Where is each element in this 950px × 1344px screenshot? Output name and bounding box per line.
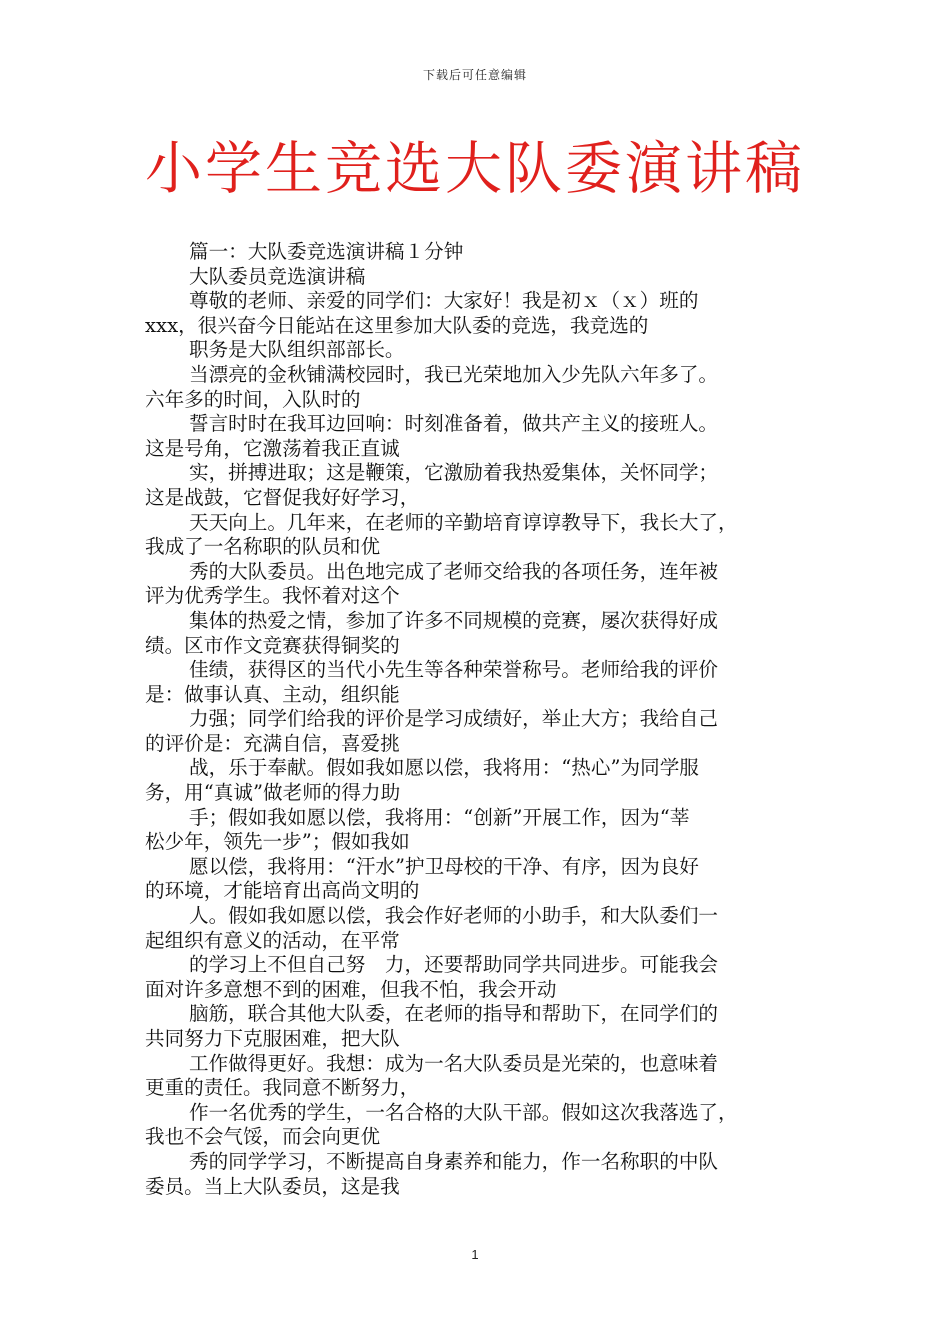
text-line: 篇一：大队委竞选演讲稿１分钟 (189, 240, 464, 263)
header-note: 下载后可任意编辑 (422, 68, 527, 82)
text-line: 愿以偿，我将用：“汗水”护卫母校的干净、有序，因为良好 (189, 854, 699, 878)
text-line: 脑筋，联合其他大队委，在老师的指导和帮助下，在同学们的 (189, 1002, 719, 1026)
text-line: 我成了一名称职的队员和优 (145, 535, 381, 559)
text-line: 秀的同学学习，不断提高自身素养和能力，作一名称职的中队 (189, 1149, 719, 1173)
text-line: 起组织有意义的活动，在平常 (145, 928, 400, 952)
text-line: xxx，很兴奋今日能站在这里参加大队委的竞选，我竞选的 (145, 313, 649, 337)
text-line: 共同努力下克服困难，把大队 (145, 1027, 400, 1050)
text-line: 委员。当上大队委员，这是我 (145, 1174, 400, 1198)
text-line: 评为优秀学生。我怀着对这个 (145, 584, 400, 608)
text-line: 务，用“真诚”做老师的得力助 (145, 781, 401, 805)
text-line: 工作做得更好。我想：成为一名大队委员是光荣的，也意味着 (189, 1051, 719, 1075)
text-line: 这是战鼓，它督促我好好学习， (145, 485, 420, 509)
document-body (145, 240, 805, 1199)
text-line: 天天向上。几年来，在老师的辛勤培育谆谆教导下，我长大了， (189, 510, 738, 534)
text-line: 人。假如我如愿以偿，我会作好老师的小助手，和大队委们一 (189, 904, 719, 928)
text-line: 实，拼搏进取；这是鞭策，它激励着我热爱集体，关怀同学； (189, 461, 719, 485)
text-line: 当漂亮的金秋铺满校园时，我已光荣地加入少先队六年多了。 (189, 362, 719, 386)
page-number: 1 (471, 1247, 479, 1262)
text-line: 我也不会气馁，而会向更优 (145, 1125, 381, 1149)
text-line: 是：做事认真、主动，组织能 (145, 682, 400, 706)
text-line: 职务是大队组织部部长。 (189, 338, 405, 362)
text-line: 誓言时时在我耳边回响：时刻准备着，做共产主义的接班人。 (189, 412, 719, 436)
text-line: 大队委员竞选演讲稿 (189, 264, 366, 288)
text-line: 秀的大队委员。出色地完成了老师交给我的各项任务，连年被 (189, 559, 719, 583)
text-line: 的学习上不但自己努 力，还要帮助同学共同进步。可能我会 (189, 953, 719, 977)
text-line: 尊敬的老师、亲爱的同学们：大家好！我是初ｘ（ｘ）班的 (189, 289, 699, 313)
text-line: 更重的责任。我同意不断努力， (145, 1076, 420, 1100)
text-line: 的环境，才能培育出高尚文明的 (145, 879, 420, 903)
text-line: 力强；同学们给我的评价是学习成绩好，举止大方；我给自己 (189, 707, 719, 731)
text-line: 松少年，领先一步”；假如我如 (145, 830, 410, 854)
text-line: 这是号角，它激荡着我正直诚 (145, 436, 400, 460)
text-line: 集体的热爱之情，参加了许多不同规模的竞赛，屡次获得好成 (189, 608, 719, 632)
text-line: 的评价是：充满自信，喜爱挑 (145, 731, 400, 755)
text-line: 六年多的时间，入队时的 (145, 387, 361, 411)
text-line: 面对许多意想不到的困难，但我不怕，我会开动 (145, 977, 557, 1001)
text-line: 佳绩，获得区的当代小先生等各种荣誉称号。老师给我的评价 (189, 658, 719, 682)
text-line: 战，乐于奉献。假如我如愿以偿，我将用：“热心”为同学服 (189, 756, 699, 780)
text-line: 绩。区市作文竞赛获得铜奖的 (145, 633, 400, 657)
text-line: 手；假如我如愿以偿，我将用：“创新”开展工作，因为“莘 (189, 805, 690, 829)
document-title: 小学生竞选大队委演讲稿 (145, 136, 805, 202)
text-line: 作一名优秀的学生，一名合格的大队干部。假如这次我落选了， (189, 1100, 738, 1124)
